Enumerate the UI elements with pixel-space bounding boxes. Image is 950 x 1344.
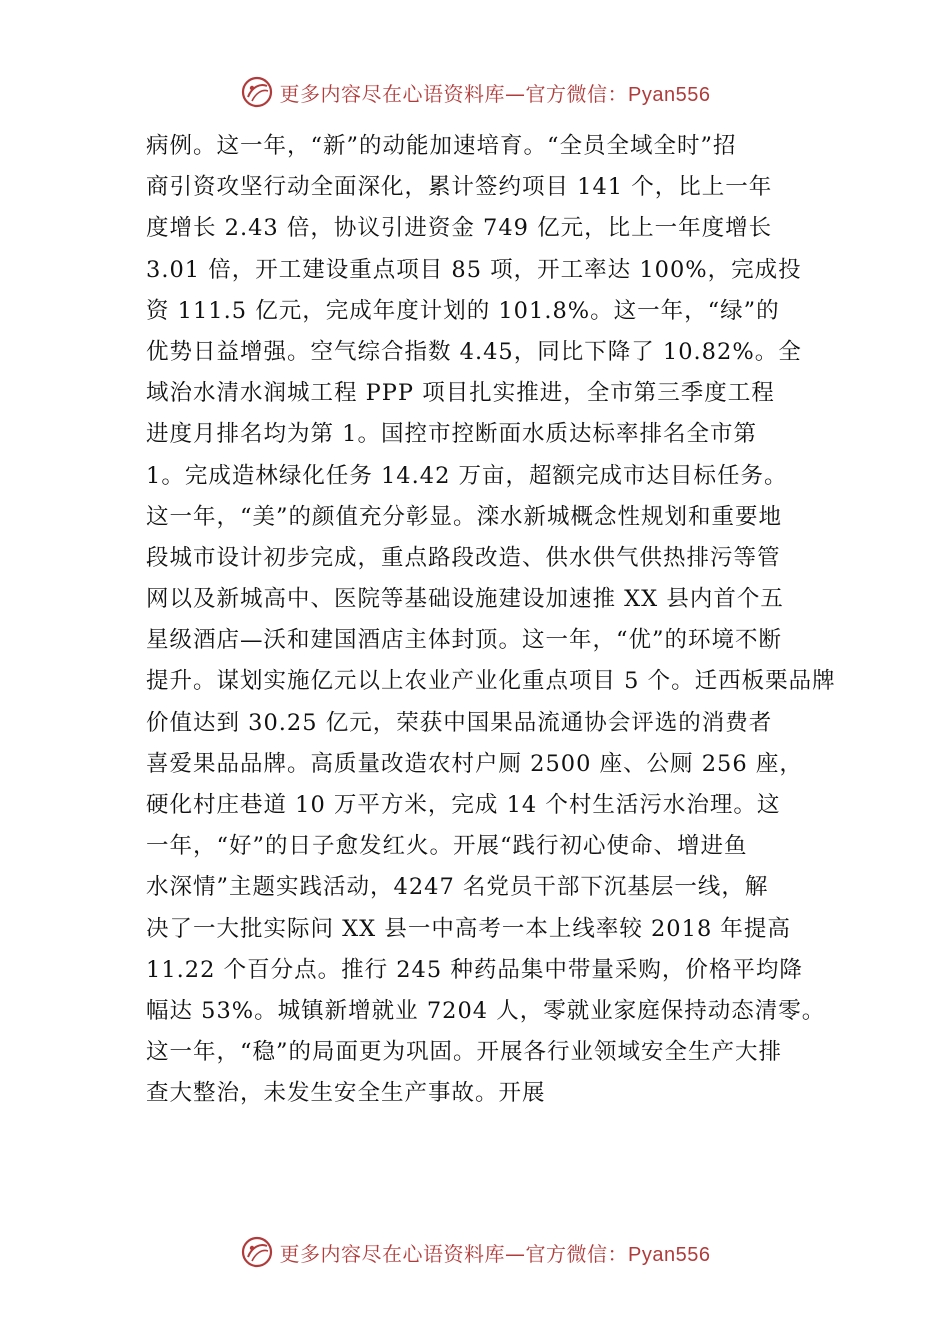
footer-wechat-id: Pyan556 — [628, 1243, 711, 1266]
text-line: 网以及新城高中、医院等基础设施建设加速推 XX 县内首个五 — [146, 586, 784, 613]
text-line: 3.01 倍，开工建设重点项目 85 项，开工率达 100%，完成投 — [146, 256, 802, 283]
text-line: 查大整治，未发生安全生产事故。开展 — [146, 1080, 546, 1107]
header-separator: — — [505, 81, 526, 106]
header-brand: 更多内容尽在心语资料库 — [279, 81, 506, 106]
footer-brand: 更多内容尽在心语资料库 — [279, 1241, 506, 1266]
brand-logo-icon — [240, 75, 274, 109]
text-line: 段城市设计初步完成，重点路段改造、供水供气供热排污等管 — [146, 544, 781, 571]
text-line: 硬化村庄巷道 10 万平方米，完成 14 个村生活污水治理。这 — [146, 792, 781, 818]
footer-wechat-label: 官方微信： — [525, 1241, 629, 1266]
text-line: 决了一大批实际问 XX 县一中高考一本上线率较 2018 年提高 — [146, 915, 791, 942]
text-line: 商引资攻坚行动全面深化，累计签约项目 141 个，比上一年 — [146, 174, 773, 201]
header-wechat-label: 官方微信： — [525, 81, 629, 106]
text-line: 提升。谋划实施亿元以上农业产业化重点项目 5 个。迁西板栗品牌 — [146, 668, 836, 695]
text-line: 幅达 53%。城镇新增就业 7204 人，零就业家庭保持动态清零。 — [146, 997, 826, 1024]
text-line: 度增长 2.43 倍，协议引进资金 749 亿元，比上一年度增长 — [146, 215, 773, 242]
document-body — [146, 126, 836, 1115]
text-line: 进度月排名均为第 1。国控市控断面水质达标率排名全市第 — [146, 421, 757, 448]
text-line: 星级酒店—沃和建国酒店主体封顶。这一年，“优”的环境不断 — [146, 627, 783, 654]
text-line: 喜爱果品品牌。高质量改造农村户厕 2500 座、公厕 256 座， — [146, 750, 803, 777]
text-line: 域治水清水润城工程 PPP 项目扎实推进，全市第三季度工程 — [146, 380, 775, 407]
text-line: 一年，“好”的日子愈发红火。开展“践行初心使命、增进鱼 — [146, 833, 748, 860]
text-line: 优势日益增强。空气综合指数 4.45，同比下降了 10.82%。全 — [146, 338, 802, 365]
text-line: 这一年，“稳”的局面更为巩固。开展各行业领域安全生产大排 — [146, 1039, 783, 1066]
text-line: 病例。这一年，“新”的动能加速培育。“全员全域全时”招 — [146, 133, 737, 159]
text-line: 资 111.5 亿元，完成年度计划的 101.8%。这一年，“绿”的 — [146, 297, 780, 324]
footer-separator: — — [505, 1241, 526, 1266]
text-line: 价值达到 30.25 亿元，荣获中国果品流通协会评选的消费者 — [146, 709, 773, 736]
text-line: 这一年，“美”的颜值充分彰显。滦水新城概念性规划和重要地 — [146, 503, 783, 530]
text-line: 水深情”主题实践活动，4247 名党员干部下沉基层一线，解 — [146, 874, 769, 901]
text-line: 11.22 个百分点。推行 245 种药品集中带量采购，价格平均降 — [146, 956, 803, 983]
header-banner — [0, 70, 950, 114]
footer-banner — [0, 1230, 950, 1274]
footer-text — [280, 1238, 711, 1267]
header-text — [280, 78, 711, 107]
header-wechat-id: Pyan556 — [628, 83, 711, 106]
brand-logo-icon — [240, 1235, 274, 1269]
text-line: 1。完成造林绿化任务 14.42 万亩，超额完成市达目标任务。 — [146, 462, 788, 489]
